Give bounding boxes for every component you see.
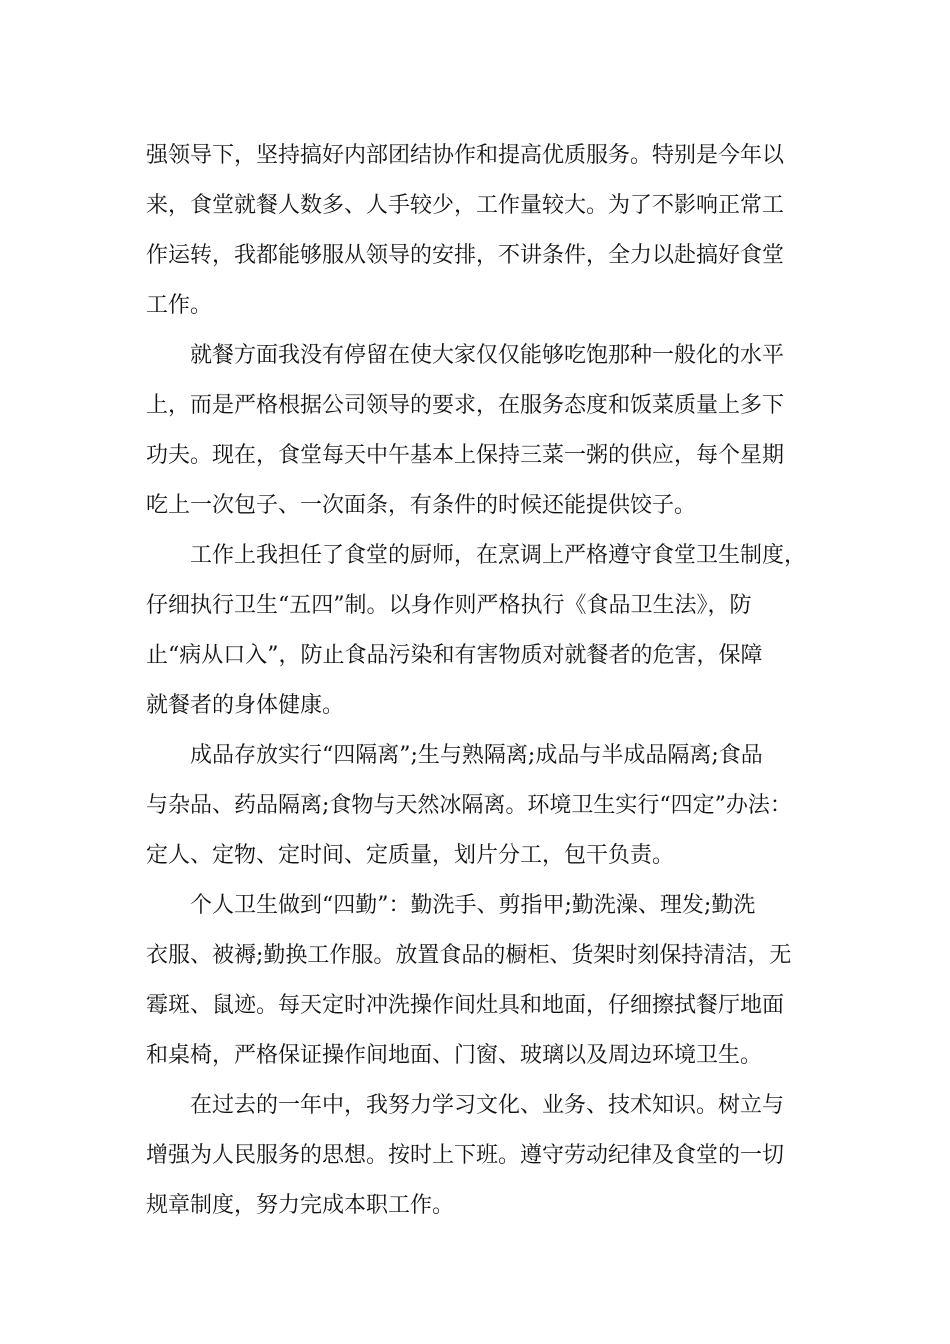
body-text <box>146 131 816 1231</box>
paragraph <box>146 131 816 331</box>
text-line: 上，而是严格根据公司领导的要求，在服务态度和饭菜质量上多下 <box>146 393 785 418</box>
text-line: 工作上我担任了食堂的厨师，在烹调上严格遵守食堂卫生制度， <box>190 543 807 568</box>
text-line: 就餐者的身体健康。 <box>146 693 345 718</box>
text-line: 工作。 <box>146 293 213 318</box>
text-line: 和桌椅，严格保证操作间地面、门窗、玻璃以及周边环境卫生。 <box>146 1043 763 1068</box>
text-line: 增强为人民服务的思想。按时上下班。遵守劳动纪律及食堂的一切 <box>146 1143 785 1168</box>
text-line: 就餐方面我没有停留在使大家仅仅能够吃饱那种一般化的水平 <box>190 343 785 368</box>
text-line: 止“病从口入”，防止食品污染和有害物质对就餐者的危害，保障 <box>146 643 763 668</box>
text-line: 在过去的一年中，我努力学习文化、业务、技术知识。树立与 <box>190 1093 785 1118</box>
text-line: 来，食堂就餐人数多、人手较少，工作量较大。为了不影响正常工 <box>146 193 785 218</box>
paragraph <box>146 881 816 1081</box>
text-line: 定人、定物、定时间、定质量，划片分工，包干负责。 <box>146 843 675 868</box>
paragraph <box>146 331 816 531</box>
text-line: 成品存放实行“四隔离”;生与熟隔离;成品与半成品隔离;食品 <box>190 743 763 768</box>
text-line: 作运转，我都能够服从领导的安排，不讲条件，全力以赴搞好食堂 <box>146 243 785 268</box>
text-line: 霉斑、鼠迹。每天定时冲洗操作间灶具和地面，仔细擦拭餐厅地面 <box>146 993 785 1018</box>
text-line: 仔细执行卫生“五四”制。以身作则严格执行《食品卫生法》，防 <box>146 593 752 618</box>
text-line: 强领导下，坚持搞好内部团结协作和提高优质服务。特别是今年以 <box>146 143 785 168</box>
text-line: 衣服、被褥;勤换工作服。放置食品的橱柜、货架时刻保持清洁，无 <box>146 943 792 968</box>
text-line: 规章制度，努力完成本职工作。 <box>146 1193 455 1218</box>
text-line: 与杂品、药品隔离;食物与天然冰隔离。环境卫生实行“四定”办法： <box>146 793 792 818</box>
paragraph <box>146 731 816 881</box>
text-line: 功夫。现在，食堂每天中午基本上保持三菜一粥的供应，每个星期 <box>146 443 785 468</box>
paragraph <box>146 1081 816 1231</box>
text-line: 个人卫生做到“四勤”：勤洗手、剪指甲;勤洗澡、理发;勤洗 <box>190 893 756 918</box>
text-line: 吃上一次包子、一次面条，有条件的时候还能提供饺子。 <box>146 493 697 518</box>
paragraph <box>146 531 816 731</box>
